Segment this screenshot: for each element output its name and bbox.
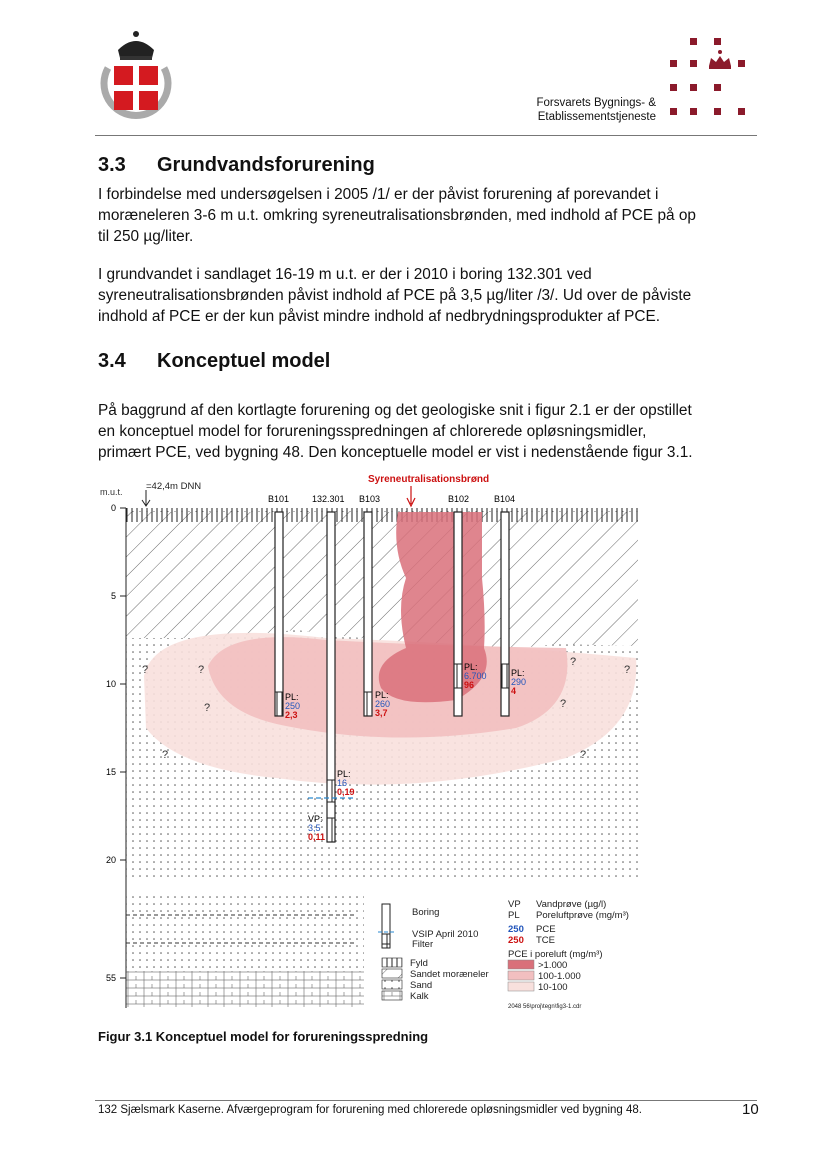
legend-c3: 10-100: [538, 982, 568, 993]
pl-label: PL:: [464, 662, 478, 672]
pce-value: 16: [337, 778, 348, 788]
moraine-layer: [126, 512, 638, 652]
depth-tick-label: 5: [110, 591, 116, 601]
org-line-1: Forsvarets Bygnings- &: [536, 97, 656, 109]
question-mark: ?: [570, 656, 577, 668]
tce-value: 2,3: [285, 710, 298, 720]
legend-filter: Filter: [412, 939, 434, 950]
section-number-3-3: 3.3: [98, 154, 126, 176]
fill-layer: [126, 508, 638, 522]
mut-label: m.u.t.: [100, 487, 123, 497]
legend-file: 2048 56\proj\tegn\fig3-1.cdr: [508, 1004, 582, 1010]
figure-caption: Figur 3.1 Konceptuel model for forureningsspredning: [98, 1029, 429, 1044]
pce-value: 260: [375, 699, 391, 709]
depth-tick-label: 15: [105, 767, 116, 777]
depth-tick-label: 55: [105, 973, 116, 983]
boring-name: B104: [494, 494, 516, 504]
question-mark: ?: [560, 698, 567, 710]
legend-c2: 100-1.000: [538, 971, 581, 982]
legend-fyld: Fyld: [410, 958, 428, 969]
page-number: 10: [742, 1101, 759, 1118]
legend-vp: VP: [508, 899, 521, 910]
pce-value: 250: [285, 701, 301, 711]
section-number-3-4: 3.4: [98, 350, 126, 372]
header-divider: [95, 135, 757, 136]
pce-value: 6.700: [464, 671, 487, 681]
boring-name: B103: [359, 494, 381, 504]
vp-pce-value: 3,5: [308, 823, 321, 833]
paragraph-3-3-1: I forbindelse med undersøgelsen i 2005 /1/ er der påvist forurening af porevandet i moræneleren 3-6 m u.t. omkring syreneutralisationsbrønden, med indhold af PCE på op til 250 µg/liter.: [98, 186, 696, 245]
section-title-3-3: Grundvandsforurening: [157, 154, 375, 176]
legend-tce-num: 250: [508, 935, 524, 946]
footer-text: 132 Sjælsmark Kaserne. Afværgeprogram for forurening med chlorerede opløsningsmidler ved bygning 48.: [98, 1104, 642, 1116]
dnn-label: =42,4m DNN: [146, 481, 202, 492]
legend-pl-desc: Poreluftprøve (mg/m³): [536, 910, 629, 921]
coat-of-arms-logo: [96, 28, 176, 126]
question-mark: ?: [198, 664, 205, 676]
vp-label: VP:: [308, 814, 323, 824]
vp-tce-value: 0,11: [308, 832, 326, 842]
question-mark: ?: [162, 749, 169, 761]
org-line-2: Etablissementstjeneste: [537, 111, 656, 123]
conceptual-model-figure: [96, 468, 644, 1016]
tce-value: 96: [464, 680, 475, 690]
dnn-arrow: [142, 490, 150, 506]
paragraph-3-4-1: På baggrund af den kortlagte forurening og det geologiske snit i figur 2.1 er der opstillet en konceptuel model for forureningsspredningen af chlorerede opløsningsmidler, primært PCE, ved bygning 48. Den konceptuelle model er vist i nedenstående figur 3.1.: [98, 402, 693, 461]
boring-name: B102: [448, 494, 470, 504]
legend-sand: Sand: [410, 980, 433, 991]
legend-pce: PCE: [536, 924, 556, 935]
legend-vp-desc: Vandprøve (µg/l): [536, 899, 607, 910]
pl-label: PL:: [285, 692, 299, 702]
tce-value: 4: [511, 686, 517, 696]
legend-boring: Boring: [412, 907, 440, 918]
question-mark: ?: [580, 749, 587, 761]
top-well-label: Syreneutralisationsbrønd: [368, 474, 490, 485]
legend-kalk: Kalk: [410, 991, 429, 1002]
depth-tick-label: 0: [110, 503, 116, 513]
pl-label: PL:: [375, 690, 389, 700]
dots-crown-logo: [664, 36, 758, 122]
boring-name: B101: [268, 494, 290, 504]
question-mark: ?: [142, 664, 149, 676]
legend-c1: >1.000: [538, 960, 568, 971]
footer-divider: [95, 1100, 757, 1101]
legend-tce: TCE: [536, 935, 555, 946]
organization-name: [524, 96, 656, 124]
legend-poreluft-title: PCE i poreluft (mg/m³): [508, 949, 603, 960]
legend-pl: PL: [508, 910, 520, 921]
depth-ticks: [106, 503, 126, 983]
depth-tick-label: 20: [105, 855, 116, 865]
pl-label: PL:: [511, 668, 525, 678]
legend-vsip: VSIP April 2010: [412, 929, 479, 940]
axis-break: [126, 880, 638, 892]
tce-value: 0,19: [337, 787, 355, 797]
pce-value: 290: [511, 677, 527, 687]
top-well-arrow: [407, 486, 415, 506]
legend-pce-num: 250: [508, 924, 524, 935]
section-title-3-4: Konceptuel model: [157, 350, 331, 372]
paragraph-3-3-2: I grundvandet i sandlaget 16-19 m u.t. er der i 2010 i boring 132.301 ved syreneutralisationsbrønden påvist indhold af PCE på 3,5 µg/liter /3/. Ud over de påviste indhold af PCE er der kun påvist mindre indhold af nedbrydningsprodukter af PCE.: [98, 266, 692, 325]
tce-value: 3,7: [375, 708, 388, 718]
pl-label: PL:: [337, 769, 351, 779]
depth-tick-label: 10: [105, 679, 116, 689]
legend-moraene: Sandet moræneler: [410, 969, 489, 980]
question-mark: ?: [204, 702, 211, 714]
boring-name: 132.301: [312, 494, 345, 504]
question-mark: ?: [624, 664, 631, 676]
